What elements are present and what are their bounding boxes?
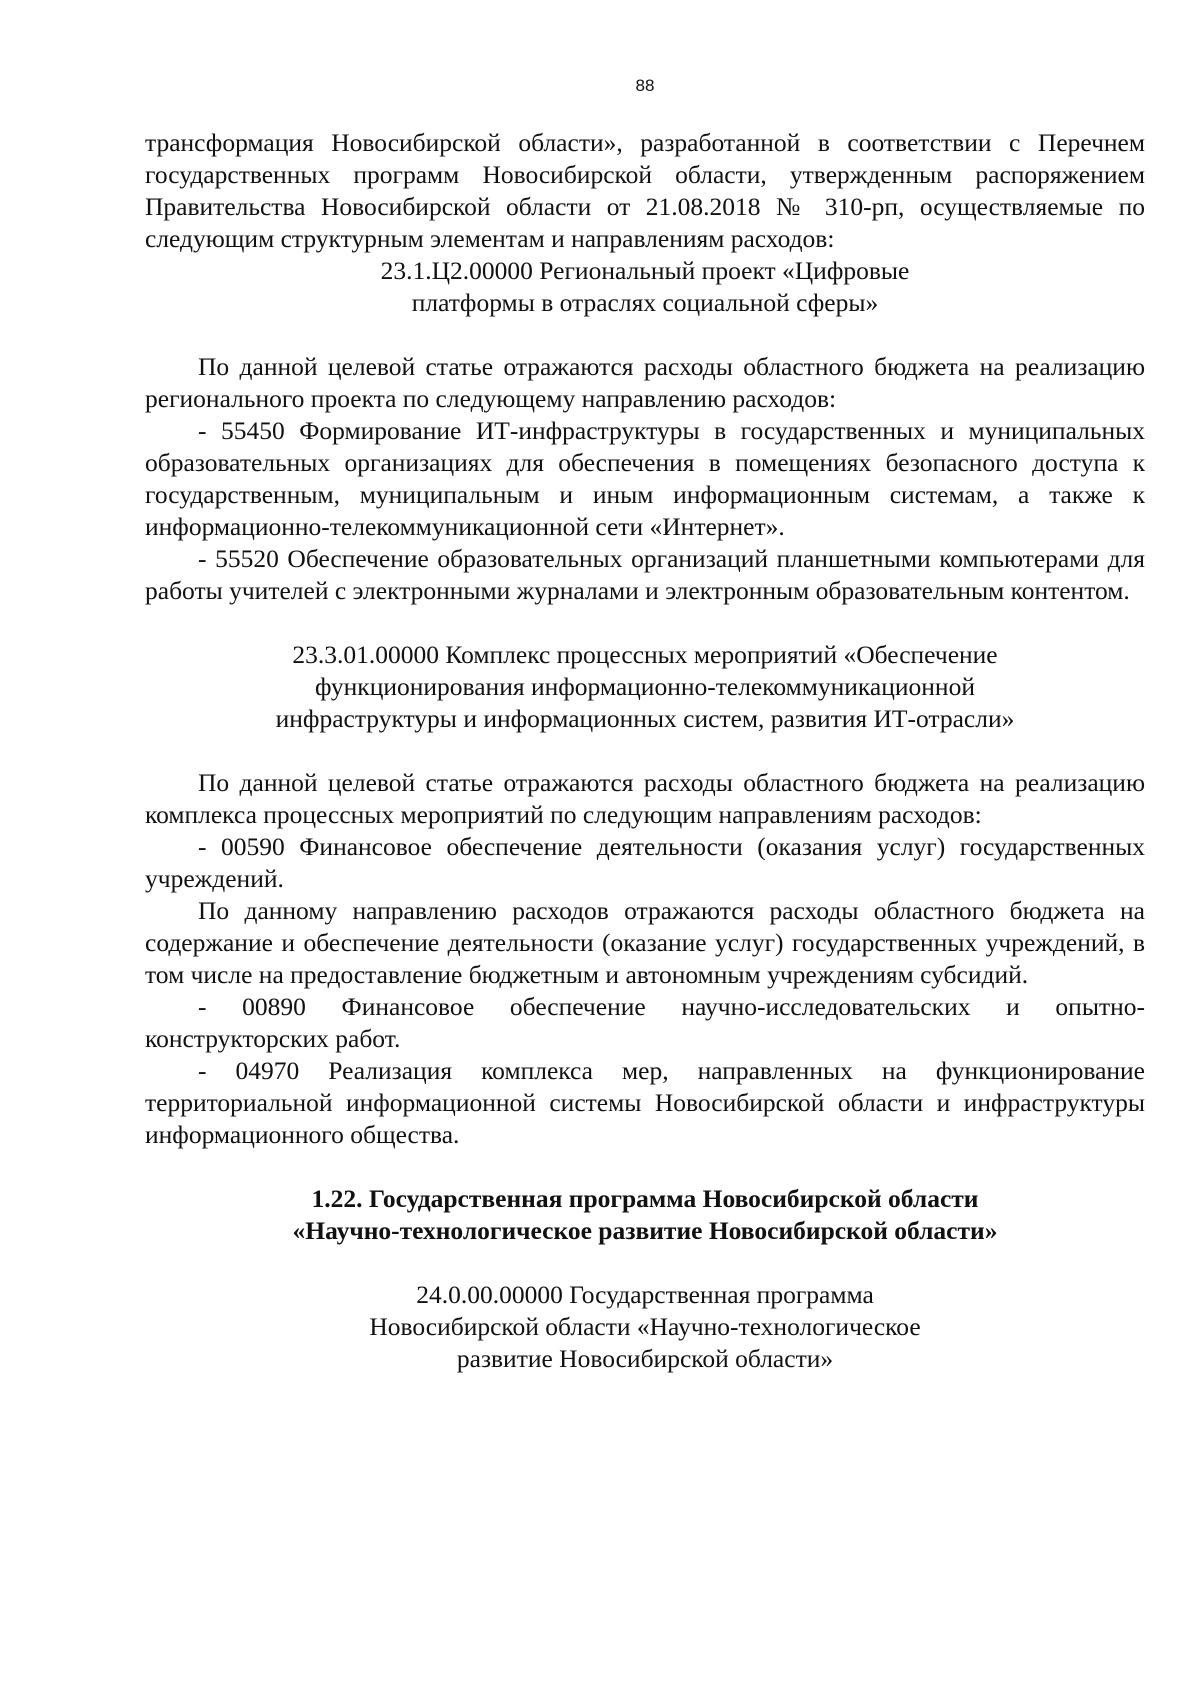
expense-item-55450: - 55450 Формирование ИТ-инфраструктуры в государственных и муниципальных образовательных организациях для обеспечения в помещениях безопасного доступа к государственным, муниципальным и иным информационным системам, а также к информационно-телекоммуникационной сети «Интернет».	[145, 416, 1145, 541]
expense-item-55520: - 55520 Обеспечение образовательных организаций планшетными компьютерами для работы учителей с электронными журналами и электронным образовательным контентом.	[145, 544, 1145, 605]
paragraph-target-article: По данной целевой статье отражаются расходы областного бюджета на реализацию комплекса процессных мероприятий по следующим направлениям расходов:	[145, 768, 1145, 829]
intro-paragraph: трансформация Новосибирской области», разработанной в соответствии с Перечнем государственных программ Новосибирской области, утвержденным распоряжением Правительства Новосибирской области от 21.08.2018 № 310-рп, осуществляемые по следующим структурным элементам и направлениям расходов:	[145, 128, 1145, 253]
paragraph-expense-description: По данному направлению расходов отражаются расходы областного бюджета на содержание и обеспечение деятельности (оказание услуг) государственных учреждений, в том числе на предоставление бюджетным и автономным учреждениям субсидий.	[145, 896, 1145, 989]
heading-line: Новосибирской области «Научно-технологическое	[369, 1312, 921, 1341]
section-heading-1-22	[145, 1183, 1145, 1247]
expense-item-00890: - 00890 Финансовое обеспечение научно-исследовательских и опытно-конструкторских работ.	[145, 992, 1145, 1053]
heading-state-program	[145, 1279, 1145, 1375]
heading-line: платформы в отраслях социальной сферы»	[411, 288, 879, 317]
expense-item-04970: - 04970 Реализация комплекса мер, направленных на функционирование территориальной информационной системы Новосибирской области и инфраструктуры информационного общества.	[145, 1056, 1145, 1149]
section-heading-line: «Научно-технологическое развитие Новосибирской области»	[292, 1216, 998, 1245]
heading-line: 24.0.00.00000 Государственная программа	[416, 1280, 874, 1309]
heading-line: инфраструктуры и информационных систем, развития ИТ-отрасли»	[275, 704, 1015, 733]
heading-regional-project	[145, 255, 1145, 319]
page-number: 88	[635, 76, 655, 95]
page-content	[145, 127, 1145, 1375]
heading-process-complex	[145, 639, 1145, 735]
expense-item-00590: - 00590 Финансовое обеспечение деятельности (оказания услуг) государственных учреждений.	[145, 832, 1145, 893]
section-heading-line: 1.22. Государственная программа Новосибирской области	[311, 1184, 979, 1213]
heading-line: функционирования информационно-телекоммуникационной	[315, 672, 975, 701]
heading-line: 23.1.Ц2.00000 Региональный проект «Цифровые	[380, 256, 910, 285]
heading-line: 23.3.01.00000 Комплекс процессных мероприятий «Обеспечение	[292, 640, 998, 669]
heading-line: развитие Новосибирской области»	[456, 1344, 834, 1373]
paragraph-target-article: По данной целевой статье отражаются расходы областного бюджета на реализацию регионального проекта по следующему направлению расходов:	[145, 352, 1145, 413]
